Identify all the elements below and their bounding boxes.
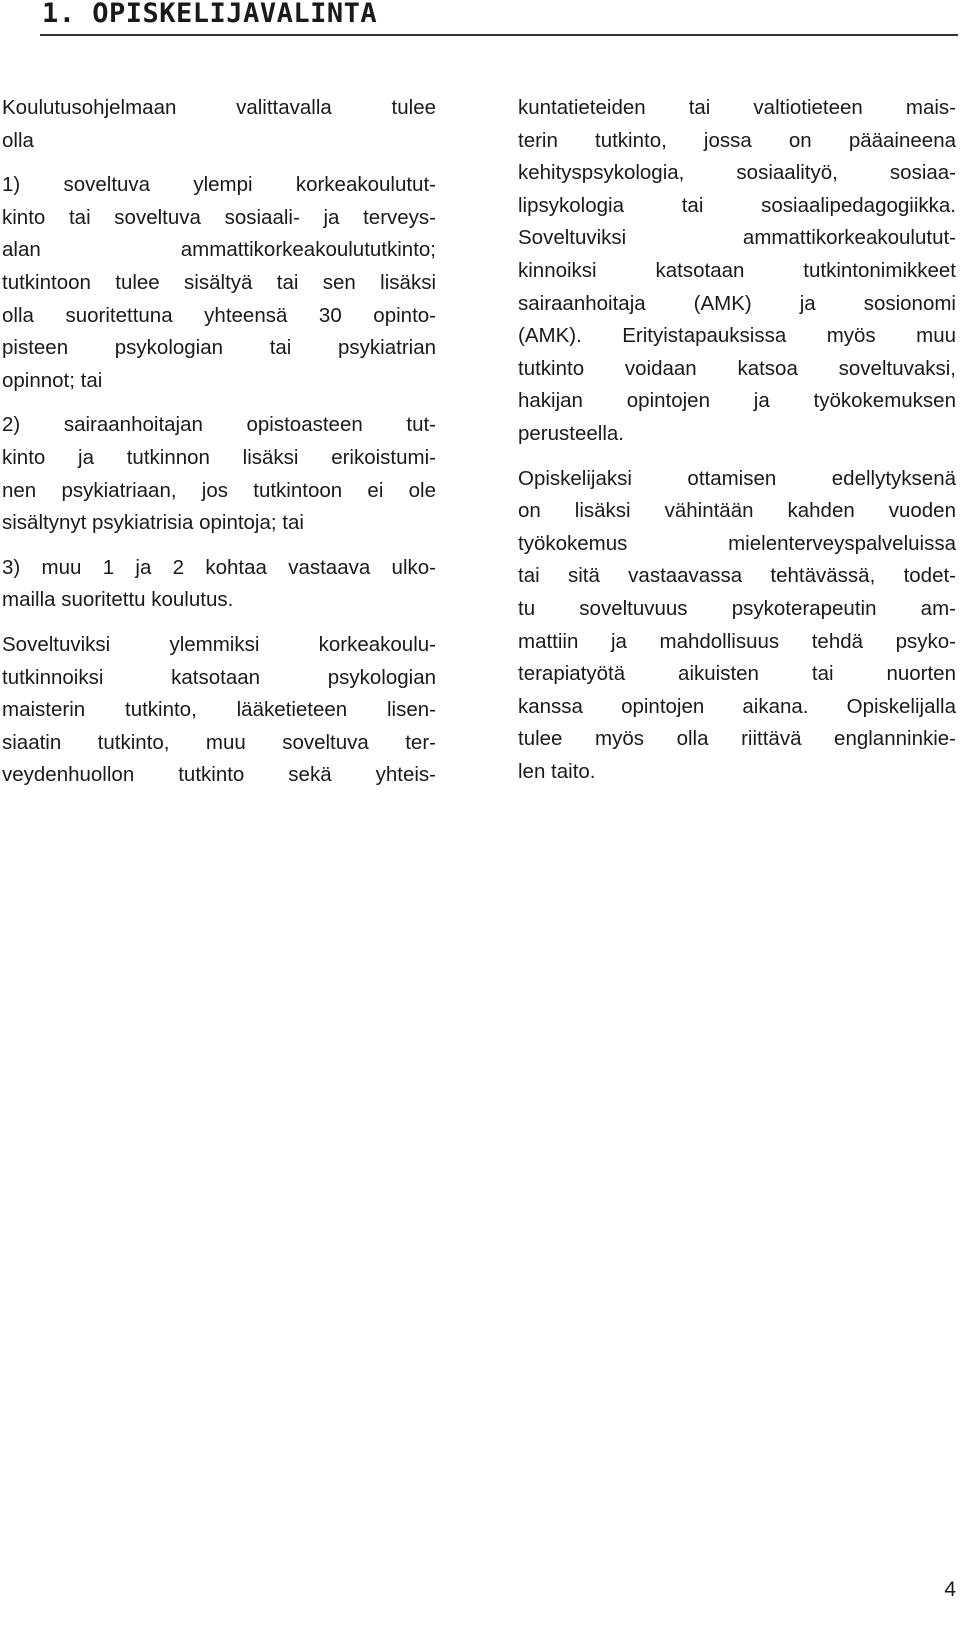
- text-line: Opiskelijaksi ottamisen edellytyksenä: [518, 466, 956, 490]
- page-number: 4: [944, 1578, 956, 1601]
- paragraph: [2, 629, 436, 792]
- text-line: kinto ja tutkinnon lisäksi erikoistumi-: [2, 445, 436, 469]
- text-line: olla suoritettuna yhteensä 30 opinto-: [2, 303, 436, 327]
- text-line: tu soveltuvuus psykoterapeutin am-: [518, 596, 956, 620]
- paragraph-gap: [518, 451, 956, 463]
- text-line: 1) soveltuva ylempi korkeakoulutut-: [2, 173, 436, 197]
- text-line: perusteella.: [518, 421, 624, 445]
- text-line: on lisäksi vähintään kahden vuoden: [518, 499, 956, 523]
- text-line: tai sitä vastaavassa tehtävässä, todet-: [518, 564, 956, 588]
- text-line: veydenhuollon tutkinto sekä yhteis-: [2, 763, 436, 787]
- text-line: lipsykologia tai sosiaalipedagogiikka.: [518, 193, 956, 217]
- text-line: 2) sairaanhoitajan opistoasteen tut-: [2, 413, 436, 437]
- paragraph-gap: [2, 540, 436, 552]
- text-line: tutkintoon tulee sisältyä tai sen lisäksi: [2, 270, 436, 294]
- paragraph-gap: [2, 157, 436, 169]
- text-line: sisältynyt psykiatrisia opintoja; tai: [2, 511, 304, 535]
- text-line: terapiatyötä aikuisten tai nuorten: [518, 662, 956, 686]
- text-line: len taito.: [518, 759, 596, 783]
- paragraph: [2, 92, 436, 157]
- left-text-column: [2, 92, 436, 792]
- paragraph: [2, 409, 436, 539]
- paragraph: [2, 169, 436, 397]
- text-line: Soveltuviksi ylemmiksi korkeakoulu-: [2, 632, 436, 656]
- text-line: maisterin tutkinto, lääketieteen lisen-: [2, 698, 436, 722]
- text-line: kanssa opintojen aikana. Opiskelijalla: [518, 694, 956, 718]
- text-line: nen psykiatriaan, jos tutkintoon ei ole: [2, 478, 436, 502]
- paragraph-gap: [2, 617, 436, 629]
- text-line: sairaanhoitaja (AMK) ja sosionomi: [518, 291, 956, 315]
- text-line: työkokemus mielenterveyspalveluissa: [518, 531, 956, 555]
- section-heading: [40, 0, 958, 36]
- text-line: olla: [2, 128, 34, 152]
- paragraph: [518, 463, 956, 789]
- paragraph: [2, 552, 436, 617]
- right-text-column: [518, 92, 956, 788]
- text-line: (AMK). Erityistapauksissa myös muu: [518, 324, 956, 348]
- text-line: opinnot; tai: [2, 368, 103, 392]
- text-line: tutkinto voidaan katsoa soveltuvaksi,: [518, 356, 956, 380]
- text-line: hakijan opintojen ja työkokemuksen: [518, 389, 956, 413]
- text-line: pisteen psykologian tai psykiatrian: [2, 336, 436, 360]
- text-line: kinnoiksi katsotaan tutkintonimikkeet: [518, 258, 956, 282]
- heading-text: 1. OPISKELIJAVALINTA: [42, 0, 378, 29]
- text-line: mailla suoritettu koulutus.: [2, 588, 234, 612]
- text-line: tulee myös olla riittävä englanninkie-: [518, 727, 956, 751]
- text-line: Soveltuviksi ammattikorkeakoulutut-: [518, 226, 956, 250]
- text-line: terin tutkinto, jossa on pääaineena: [518, 128, 956, 152]
- text-line: kinto tai soveltuva sosiaali- ja terveys-: [2, 205, 436, 229]
- text-line: Koulutusohjelmaan valittavalla tulee: [2, 96, 436, 119]
- paragraph: [518, 92, 956, 451]
- text-line: tutkinnoiksi katsotaan psykologian: [2, 665, 436, 689]
- text-line: kehityspsykologia, sosiaalityö, sosiaa-: [518, 161, 956, 185]
- text-line: siaatin tutkinto, muu soveltuva ter-: [2, 730, 436, 754]
- text-line: kuntatieteiden tai valtiotieteen mais-: [518, 96, 956, 119]
- paragraph-gap: [2, 397, 436, 409]
- text-line: mattiin ja mahdollisuus tehdä psyko-: [518, 629, 956, 653]
- text-line: 3) muu 1 ja 2 kohtaa vastaava ulko-: [2, 555, 436, 579]
- text-line: alan ammattikorkeakoulututkinto;: [2, 238, 436, 262]
